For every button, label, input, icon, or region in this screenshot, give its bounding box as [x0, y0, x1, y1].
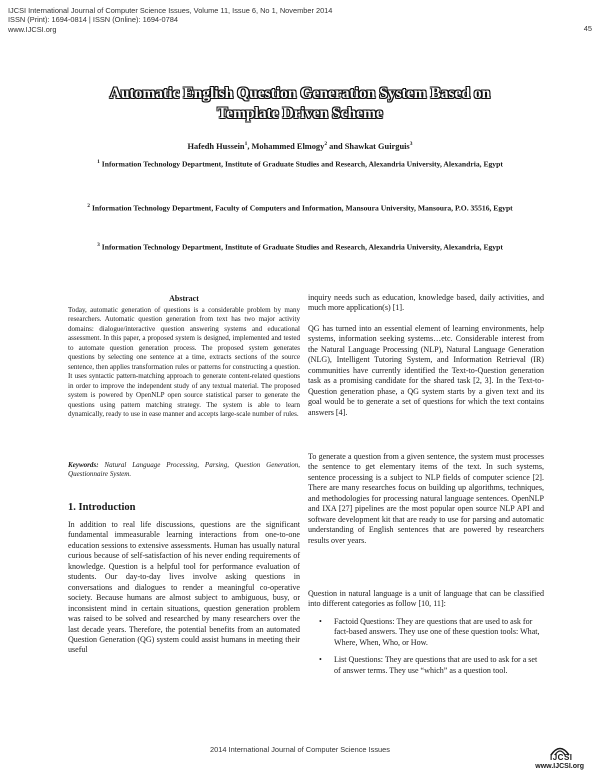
introduction-text: In addition to real life discussions, questions are the significant fundamental immeasurable learning interactions from one-to-one education sessions to extensive assessments. Human has usually natural curious because of self-satisfaction of his never ending requirements of knowledge. Question is a helpful tool for performance evaluation of students. Our day-to-day lives involve asking questions in conversations and dialogues to render a meaningful co-operative society. Because humans are almost subject to ambiguous, busy, or inconsistent mind in certain situations, question generation problem was raised to be solved and researched by many researchers over the last decade years. Therefore, the potential benefits from an automated Question Generation (QG) system could assist humans in meeting their useful: [68, 520, 300, 655]
author-3: Shawkat Guirguis: [344, 141, 410, 151]
page-footer: 2014 International Journal of Computer Science Issues: [210, 745, 390, 754]
affiliation-1-text: Information Technology Department, Institute of Graduate Studies and Research, Alexandria University, Alexandria, Egypt: [101, 159, 503, 169]
keywords-label: Keywords:: [68, 461, 99, 469]
list-item: [310, 655, 544, 676]
author-sep-1: ,: [247, 141, 252, 151]
affiliation-2-text: Information Technology Department, Faculty of Computers and Information, Mansoura University, Mansoura, P.O. 35516, Egypt: [91, 203, 513, 213]
author-1: Hafedh Hussein: [187, 141, 245, 151]
page-number: 45: [583, 24, 592, 33]
abstract-text: Today, automatic generation of questions is a considerable problem by many researchers. Automatic question generation from text has two major activity domains: dialogue/interactive question answering systems and educational assessment. In this paper, a proposed system is designed, implemented and tested to automate question generation process. The proposed system generates questions by selecting one sentence at a time, extracts sections of the source sentence, then applies transformation rules or patterns for constructing a question. It uses syntactic pattern-matching approach to generate content-related questions in order to improve the independent study of any textual material. The proposed system is powered by OpenNLP open source statistical parser to generate the questions using pattern matching strategy. The system is able to learn dynamically, ready to use in ease manner and accepts large-scale number of rules.: [68, 306, 300, 418]
journal-header: [8, 6, 592, 34]
author-1-sup: 1: [244, 141, 248, 147]
ijcsi-logo: [514, 744, 584, 772]
right-paragraph-1: inquiry needs such as education, knowledge based, daily activities, and much more application(s) [1].: [308, 293, 544, 313]
affiliation-3-text: Information Technology Department, Institute of Graduate Studies and Research, Alexandria University, Alexandria, Egypt: [101, 242, 503, 252]
question-types-list: [310, 617, 544, 683]
affiliation-2-sup: 2: [87, 203, 91, 209]
bullet-icon: •: [319, 655, 322, 665]
section-heading-introduction: 1. Introduction: [68, 502, 136, 513]
affiliation-3: [80, 240, 520, 253]
logo-text: IJCSI: [550, 753, 573, 762]
right-paragraph-4: Question in natural language is a unit of language that can be classified into different categories as follow [10, 11]:: [308, 589, 544, 609]
title-line-2: Template Driven Scheme: [217, 105, 383, 122]
keywords-text: Natural Language Processing, Parsing, Question Generation, Questionnaire System.: [68, 461, 300, 479]
journal-url[interactable]: www.IJCSI.org: [8, 24, 57, 34]
affiliation-3-sup: 3: [97, 242, 100, 248]
author-2-sup: 2: [324, 141, 328, 147]
author-sep-2: and: [327, 141, 345, 151]
right-paragraph-2: QG has turned into an essential element of learning environments, help systems, information seeking systems…etc. Considerable interest from the Natural Language Processing (NLP), Natural Language Generation (NLG), Intelligent Tutoring System, and Information Retrieval (IR) communities have currently identified the Text-to-Question generation task as a promising candidate for the shared task [2, 3]. In the Text-to-Question generation phase, a QG system starts by a given text and its goal would be to generate a set of questions for which the text contains answers [4].: [308, 324, 544, 417]
affiliation-2: [80, 201, 520, 214]
paper-title: [40, 84, 560, 124]
title-line-1: Automatic English Question Generation System Based on: [109, 85, 491, 102]
list-item-text: Factoid Questions: They are questions that are used to ask for fact-based answers. They use one of these question tools: What, Where, When, Who, or How.: [334, 617, 540, 647]
journal-name: IJCSI International Journal of Computer Science Issues, Volume 11, Issue 6, No 1, November 2014: [8, 6, 333, 15]
list-item: [310, 617, 544, 648]
affiliation-1-sup: 1: [97, 159, 100, 165]
affiliation-1: [80, 157, 520, 170]
keywords: [68, 461, 300, 480]
issn-line: ISSN (Print): 1694-0814 | ISSN (Online): 1694-0784: [8, 15, 178, 25]
abstract-heading: Abstract: [169, 294, 199, 303]
author-3-sup: 3: [409, 141, 413, 147]
logo-url[interactable]: www.IJCSI.org: [535, 763, 584, 770]
bullet-icon: •: [319, 617, 322, 626]
list-item-text: List Questions: They are questions that are used to ask for a set of answer terms. They use “which” as a question tool.: [334, 655, 538, 675]
right-paragraph-3: To generate a question from a given sentence, the system must processes the sentence to get elementary items of the text. In such systems, sentence processing is a subject to NLP fields of computer science [2]. There are many researches focus on building up algorithms, techniques, and methodologies for processing natural language sentences. OpenNLP and IXA [27] pipelines are the most popular open source NLP API and software development kit that are ready to use for parsing and automatic understanding of English sentences that are powered by researchers results over years.: [308, 452, 544, 545]
author-2: Mohammed Elmogy: [251, 141, 325, 151]
author-list: [0, 141, 600, 151]
